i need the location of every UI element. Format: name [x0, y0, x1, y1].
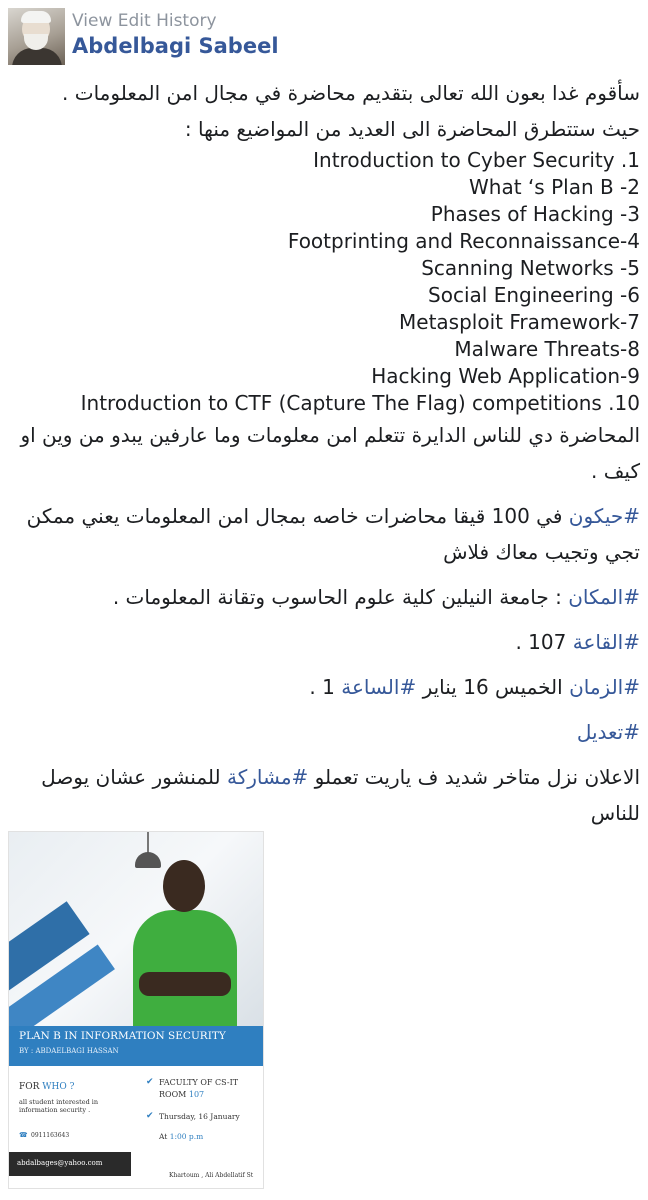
list-item: Malware Threats-8: [454, 337, 640, 361]
poster-for-label: FOR: [19, 1082, 43, 1092]
place-text: : جامعة النيلين كلية علوم الحاسوب وتقانة المعلومات .: [112, 585, 569, 609]
event-poster-image[interactable]: [8, 831, 264, 1189]
hall-paragraph: [8, 624, 640, 660]
list-item: Hacking Web Application-9: [371, 364, 640, 388]
hashtag-link[interactable]: #القاعة: [572, 630, 640, 654]
audience-text: المحاضرة دي للناس الدايرة تتعلم امن معلومات وما عارفين يبدو من وين او كيف .: [20, 423, 640, 483]
poster-by: BY : ABDAELBAGI HASSAN: [19, 1047, 119, 1055]
poster-room: [159, 1090, 204, 1099]
hashtag-link[interactable]: #الساعة: [341, 675, 417, 699]
list-item: What ‘s Plan B -2: [469, 175, 640, 199]
list-item: Metasploit Framework-7: [399, 310, 640, 334]
hikon-paragraph: [8, 498, 640, 570]
topics-intro: حيث ستتطرق المحاضرة الى العديد من المواضيع منها :: [184, 117, 640, 141]
topics-list: [8, 147, 640, 417]
poster-location: Khartoum , Ali Abdellatif St: [169, 1172, 254, 1179]
list-item: Social Engineering -6: [428, 283, 640, 307]
hour-text: 1 .: [309, 675, 342, 699]
phone-icon: ☎: [19, 1131, 28, 1139]
poster-room-number: 107: [188, 1090, 205, 1099]
list-item: Footprinting and Reconnaissance-4: [287, 229, 640, 253]
hashtag-link[interactable]: #حيكون: [568, 504, 640, 528]
lamp-icon: [147, 832, 149, 854]
poster-faculty: FACULTY OF CS-IT: [159, 1078, 239, 1087]
poster-audience: all student interested in information security .: [19, 1098, 99, 1114]
hashtag-link[interactable]: #تعديل: [576, 720, 640, 744]
late-text-2: للمنشور عشان يوصل للناس: [41, 765, 640, 825]
poster-phone: 0911163643: [31, 1132, 70, 1139]
place-paragraph: [8, 579, 640, 615]
calendar-icon: ✔: [146, 1111, 154, 1121]
poster-date: Thursday, 16 January: [159, 1112, 240, 1121]
speaker-photo: [139, 972, 231, 996]
poster-who-label: WHO ?: [42, 1082, 75, 1092]
post-header: [8, 8, 638, 66]
speaker-photo: [163, 860, 205, 912]
time-text: الخميس 16 يناير: [416, 675, 570, 699]
poster-room-label: ROOM: [159, 1090, 189, 1099]
poster-time: [159, 1132, 203, 1141]
list-item: Introduction to CTF (Capture The Flag) competitions .10: [80, 391, 640, 415]
poster-time-value: 1:00 p.m: [169, 1132, 204, 1141]
location-icon: ✔: [146, 1077, 154, 1087]
hashtag-link[interactable]: #المكان: [568, 585, 640, 609]
hashtag-link[interactable]: #مشاركة: [226, 765, 309, 789]
poster-time-label: At: [159, 1132, 170, 1141]
hikon-text: في 100 قيقا محاضرات خاصه بمجال امن المعلومات يعني ممكن تجي وتجيب معاك فلاش: [26, 504, 640, 564]
hall-text: 107 .: [515, 630, 573, 654]
list-item: Scanning Networks -5: [421, 256, 640, 280]
late-text: الاعلان نزل متاخر شديد ف ياريت تعملو: [308, 765, 640, 789]
late-paragraph: [8, 759, 640, 831]
list-item: Phases of Hacking -3: [430, 202, 640, 226]
list-item: Introduction to Cyber Security .1: [313, 148, 640, 172]
post-intro: سأقوم غدا بعون الله تعالى بتقديم محاضرة في مجال امن المعلومات .: [62, 81, 640, 105]
poster-for-who: [19, 1082, 74, 1092]
poster-email: abdalbages@yahoo.com: [17, 1159, 103, 1167]
avatar[interactable]: [8, 8, 65, 65]
hashtag-link[interactable]: #الزمان: [569, 675, 640, 699]
poster-title: PLAN B IN INFORMATION SECURITY: [19, 1030, 226, 1042]
post-body: [8, 80, 640, 831]
author-name[interactable]: Abdelbagi Sabeel: [72, 34, 279, 58]
time-paragraph: [8, 669, 640, 705]
view-edit-history-link[interactable]: View Edit History: [72, 11, 217, 31]
speaker-photo: [133, 910, 237, 1026]
edit-paragraph: [8, 714, 640, 750]
